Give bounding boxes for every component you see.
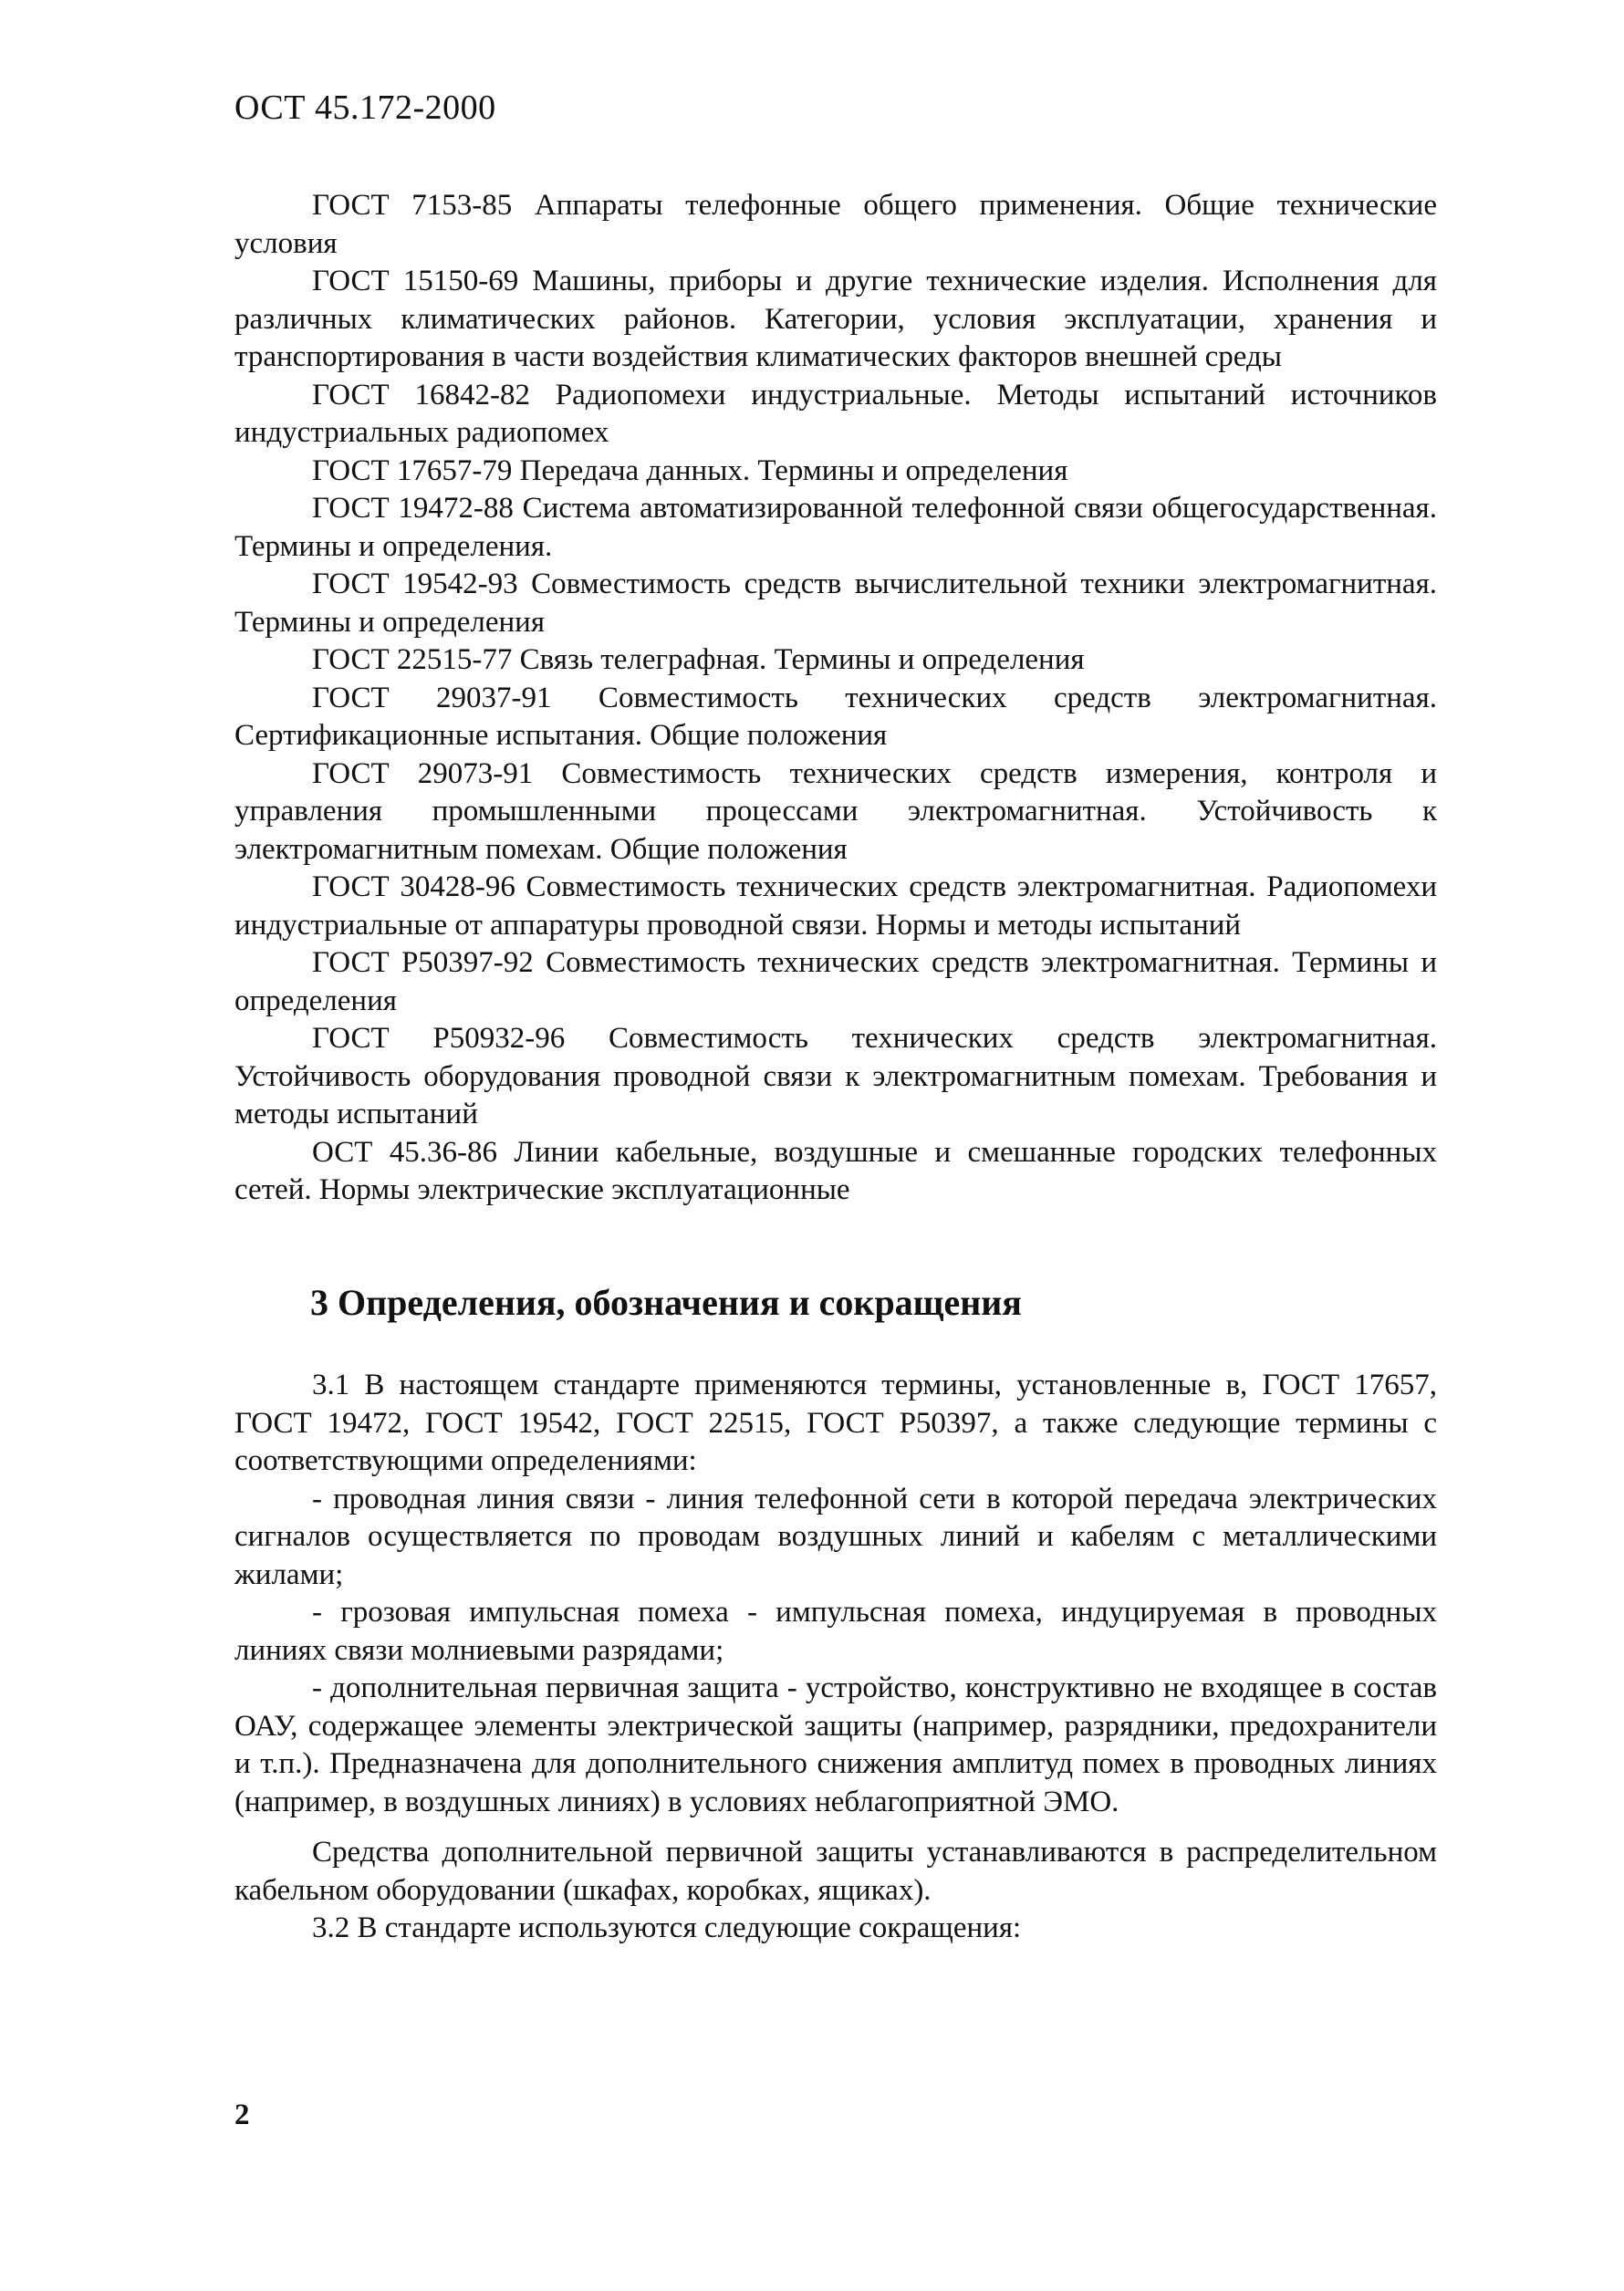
reference-item: ГОСТ Р50932-96 Совместимость технических средств электромагнитная. Устойчивость оборудования проводной связи к электромагнитным помехам. Требования и методы испытаний <box>234 1022 1437 1130</box>
reference-item: ГОСТ 16842-82 Радиопомехи индустриальные. Методы испытаний источников индустриальных радиопомех <box>234 378 1437 449</box>
reference-item: ГОСТ 29073-91 Совместимость технических средств измерения, контроля и управления промышленными процессами электромагнитная. Устойчивость к электромагнитным помехам. Общие положения <box>234 756 1437 866</box>
normative-references-list <box>234 187 1437 1210</box>
protection-installation-note: Средства дополнительной первичной защиты устанавливаются в распределительном кабельном оборудовании (шкафах, коробках, ящиках). <box>234 1836 1437 1907</box>
page-number: 2 <box>234 2098 250 2131</box>
clause-3-2: 3.2 В стандарте используются следующие сокращения: <box>312 1911 1022 1944</box>
reference-item: ГОСТ 30428-96 Совместимость технических средств электромагнитная. Радиопомехи индустриальные от аппаратуры проводной связи. Нормы и методы испытаний <box>234 870 1437 942</box>
reference-item: ГОСТ Р50397-92 Совместимость технических средств электромагнитная. Термины и определения <box>234 946 1437 1017</box>
reference-item: ГОСТ 7153-85 Аппараты телефонные общего применения. Общие технические условия <box>234 189 1437 260</box>
reference-item: ГОСТ 22515-77 Связь телеграфная. Термины и определения <box>312 643 1085 676</box>
document-code-header: ОСТ 45.172-2000 <box>234 89 496 127</box>
definition-additional-protection: - дополнительная первичная защита - устройство, конструктивно не входящее в состав ОАУ, содержащее элементы электрической защиты (например, разрядники, предохранители и т.п.). Предназначена для дополнительного снижения амплитуд помех в проводных линиях (например, в воздушных линиях) в условиях неблагоприятной ЭМО. <box>234 1671 1437 1818</box>
definition-wire-line: - проводная линия связи - линия телефонной сети в которой передача электрических сигналов осуществляется по проводам воздушных линий и кабелям с металлическими жилами; <box>234 1482 1437 1591</box>
reference-item: ГОСТ 15150-69 Машины, приборы и другие технические изделия. Исполнения для различных климатических районов. Категории, условия эксплуатации, хранения и транспортирования в части воздействия климатических факторов внешней среды <box>234 265 1437 373</box>
reference-item: ОСТ 45.36-86 Линии кабельные, воздушные и смешанные городских телефонных сетей. Нормы электрические эксплуатационные <box>234 1135 1437 1206</box>
reference-item: ГОСТ 19542-93 Совместимость средств вычислительной техники электромагнитная. Термины и определения <box>234 568 1437 639</box>
reference-item: ГОСТ 29037-91 Совместимость технических средств электромагнитная. Сертификационные испытания. Общие положения <box>234 681 1437 752</box>
definition-lightning-impulse: - грозовая импульсная помеха - импульсная помеха, индуцируемая в проводных линиях связи молниевыми разрядами; <box>234 1596 1437 1667</box>
clause-3-1: 3.1 В настоящем стандарте применяются термины, установленные в, ГОСТ 17657, ГОСТ 19472, ГОСТ 19542, ГОСТ 22515, ГОСТ Р50397, а также следующие термины с соответствующими определениями: <box>234 1369 1437 1477</box>
section-heading: 3 Определения, обозначения и сокращения <box>310 1282 1022 1323</box>
section-body <box>234 1367 1437 1948</box>
reference-item: ГОСТ 17657-79 Передача данных. Термины и определения <box>312 453 1068 487</box>
reference-item: ГОСТ 19472-88 Система автоматизированной телефонной связи общегосударственная. Термины и определения. <box>234 492 1437 563</box>
